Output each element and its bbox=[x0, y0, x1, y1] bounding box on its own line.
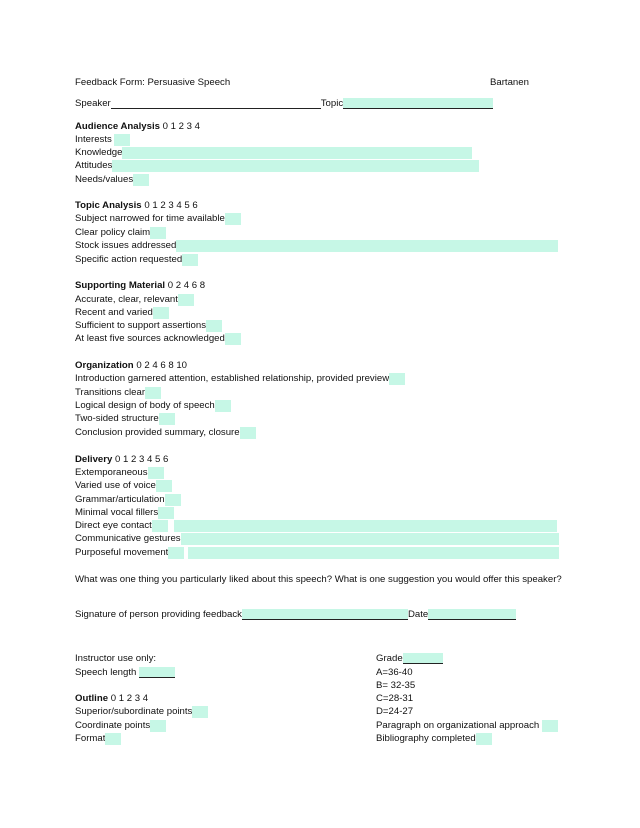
outline-heading bbox=[75, 693, 148, 705]
signature-field[interactable] bbox=[242, 609, 408, 620]
list-item: At least five sources acknowledged bbox=[75, 333, 241, 345]
list-item: Communicative gestures bbox=[75, 533, 197, 545]
comment-field[interactable] bbox=[194, 533, 559, 545]
speech-length-row: Speech length bbox=[75, 667, 175, 679]
speaker-field[interactable] bbox=[111, 98, 321, 109]
organization-heading bbox=[75, 360, 187, 372]
list-item: Introduction garnered attention, established relationship, provided preview bbox=[75, 373, 405, 385]
comment-field[interactable] bbox=[188, 240, 558, 252]
organization-scale: 0 2 4 6 8 10 bbox=[136, 360, 187, 371]
grade-row bbox=[376, 653, 443, 665]
score-field[interactable] bbox=[542, 720, 558, 732]
score-field[interactable] bbox=[192, 706, 208, 718]
topic-scale: 0 1 2 3 4 5 6 bbox=[144, 200, 198, 211]
grade-scale-item: C=28-31 bbox=[376, 693, 414, 704]
list-item: Logical design of body of speech bbox=[75, 400, 231, 412]
grade-scale-item: D=24-27 bbox=[376, 706, 414, 717]
score-field[interactable] bbox=[165, 494, 181, 506]
outline-title: Outline bbox=[75, 693, 109, 704]
list-item: Format bbox=[75, 733, 121, 745]
list-item: Specific action requested bbox=[75, 254, 198, 266]
support-heading bbox=[75, 280, 205, 292]
list-item: Paragraph on organizational approach bbox=[376, 720, 558, 732]
list-item: Recent and varied bbox=[75, 307, 169, 319]
support-scale: 0 2 4 6 8 bbox=[167, 280, 206, 291]
list-item: Varied use of voice bbox=[75, 480, 172, 492]
signature-row bbox=[75, 609, 516, 621]
support-title: Supporting Material bbox=[75, 280, 166, 291]
list-item: Attitudes bbox=[75, 160, 479, 172]
feedback-question: What was one thing you particularly liked about this speech? What is one suggestion you would offer this speaker? bbox=[75, 574, 562, 585]
list-item: Minimal vocal fillers bbox=[75, 507, 174, 519]
score-field[interactable] bbox=[156, 480, 172, 492]
score-field[interactable] bbox=[145, 387, 161, 399]
score-field[interactable] bbox=[150, 720, 166, 732]
instructor-label: Instructor use only: bbox=[75, 653, 157, 664]
score-field[interactable] bbox=[105, 733, 121, 745]
list-item: Interests bbox=[75, 134, 130, 146]
grade-scale-item: A=36-40 bbox=[376, 667, 413, 678]
score-field[interactable] bbox=[152, 520, 168, 532]
score-field[interactable] bbox=[178, 294, 194, 306]
list-item: Purposeful movement bbox=[75, 547, 184, 559]
author-name: Bartanen bbox=[490, 77, 529, 88]
score-field[interactable] bbox=[225, 333, 241, 345]
list-item: Clear policy claim bbox=[75, 227, 166, 239]
score-field[interactable] bbox=[389, 373, 405, 385]
delivery-heading bbox=[75, 454, 168, 466]
score-field[interactable] bbox=[112, 160, 479, 172]
score-field[interactable] bbox=[114, 134, 130, 146]
list-item: Stock issues addressed bbox=[75, 240, 192, 252]
list-item: Sufficient to support assertions bbox=[75, 320, 222, 332]
outline-scale: 0 1 2 3 4 bbox=[110, 693, 149, 704]
form-title: Feedback Form: Persuasive Speech bbox=[75, 77, 231, 88]
score-field[interactable] bbox=[168, 547, 184, 559]
score-field[interactable] bbox=[133, 174, 149, 186]
list-item: Accurate, clear, relevant bbox=[75, 294, 194, 306]
speaker-row bbox=[75, 98, 493, 110]
score-field[interactable] bbox=[150, 227, 166, 239]
list-item: Grammar/articulation bbox=[75, 494, 181, 506]
date-field[interactable] bbox=[428, 609, 516, 620]
list-item: Superior/subordinate points bbox=[75, 706, 208, 718]
audience-scale: 0 1 2 3 4 bbox=[162, 121, 200, 132]
score-field[interactable] bbox=[225, 213, 241, 225]
score-field[interactable] bbox=[159, 413, 175, 425]
topic-title: Topic Analysis bbox=[75, 200, 142, 211]
list-item: Needs/values bbox=[75, 174, 149, 186]
list-item: Conclusion provided summary, closure bbox=[75, 427, 256, 439]
topic-heading bbox=[75, 200, 198, 212]
score-field[interactable] bbox=[240, 427, 256, 439]
audience-title: Audience Analysis bbox=[75, 121, 160, 132]
score-field[interactable] bbox=[476, 733, 492, 745]
grade-label: Grade bbox=[376, 653, 403, 664]
score-field[interactable] bbox=[182, 254, 198, 266]
score-field[interactable] bbox=[122, 147, 472, 159]
date-label: Date bbox=[407, 609, 429, 620]
list-item: Knowledge bbox=[75, 147, 472, 159]
comment-field[interactable] bbox=[188, 547, 559, 559]
score-field[interactable] bbox=[148, 467, 164, 479]
delivery-title: Delivery bbox=[75, 454, 113, 465]
grade-field[interactable] bbox=[403, 653, 443, 664]
grade-scale-item: B= 32-35 bbox=[376, 680, 416, 691]
list-item: Extemporaneous bbox=[75, 467, 164, 479]
list-item: Transitions clear bbox=[75, 387, 161, 399]
topic-field[interactable] bbox=[343, 98, 493, 109]
delivery-scale: 0 1 2 3 4 5 6 bbox=[115, 454, 169, 465]
list-item: Two-sided structure bbox=[75, 413, 175, 425]
score-field[interactable] bbox=[158, 507, 174, 519]
organization-title: Organization bbox=[75, 360, 134, 371]
comment-field[interactable] bbox=[174, 520, 557, 532]
score-field[interactable] bbox=[206, 320, 222, 332]
score-field[interactable] bbox=[215, 400, 231, 412]
list-item: Bibliography completed bbox=[376, 733, 492, 745]
speaker-label: Speaker bbox=[75, 98, 111, 109]
list-item: Coordinate points bbox=[75, 720, 166, 732]
list-item: Direct eye contact bbox=[75, 520, 168, 532]
speech-length-field[interactable] bbox=[139, 667, 175, 678]
score-field[interactable] bbox=[153, 307, 169, 319]
signature-label: Signature of person providing feedback bbox=[75, 609, 242, 620]
list-item: Subject narrowed for time available bbox=[75, 213, 241, 225]
audience-heading bbox=[75, 121, 200, 133]
topic-label: Topic bbox=[320, 98, 344, 109]
